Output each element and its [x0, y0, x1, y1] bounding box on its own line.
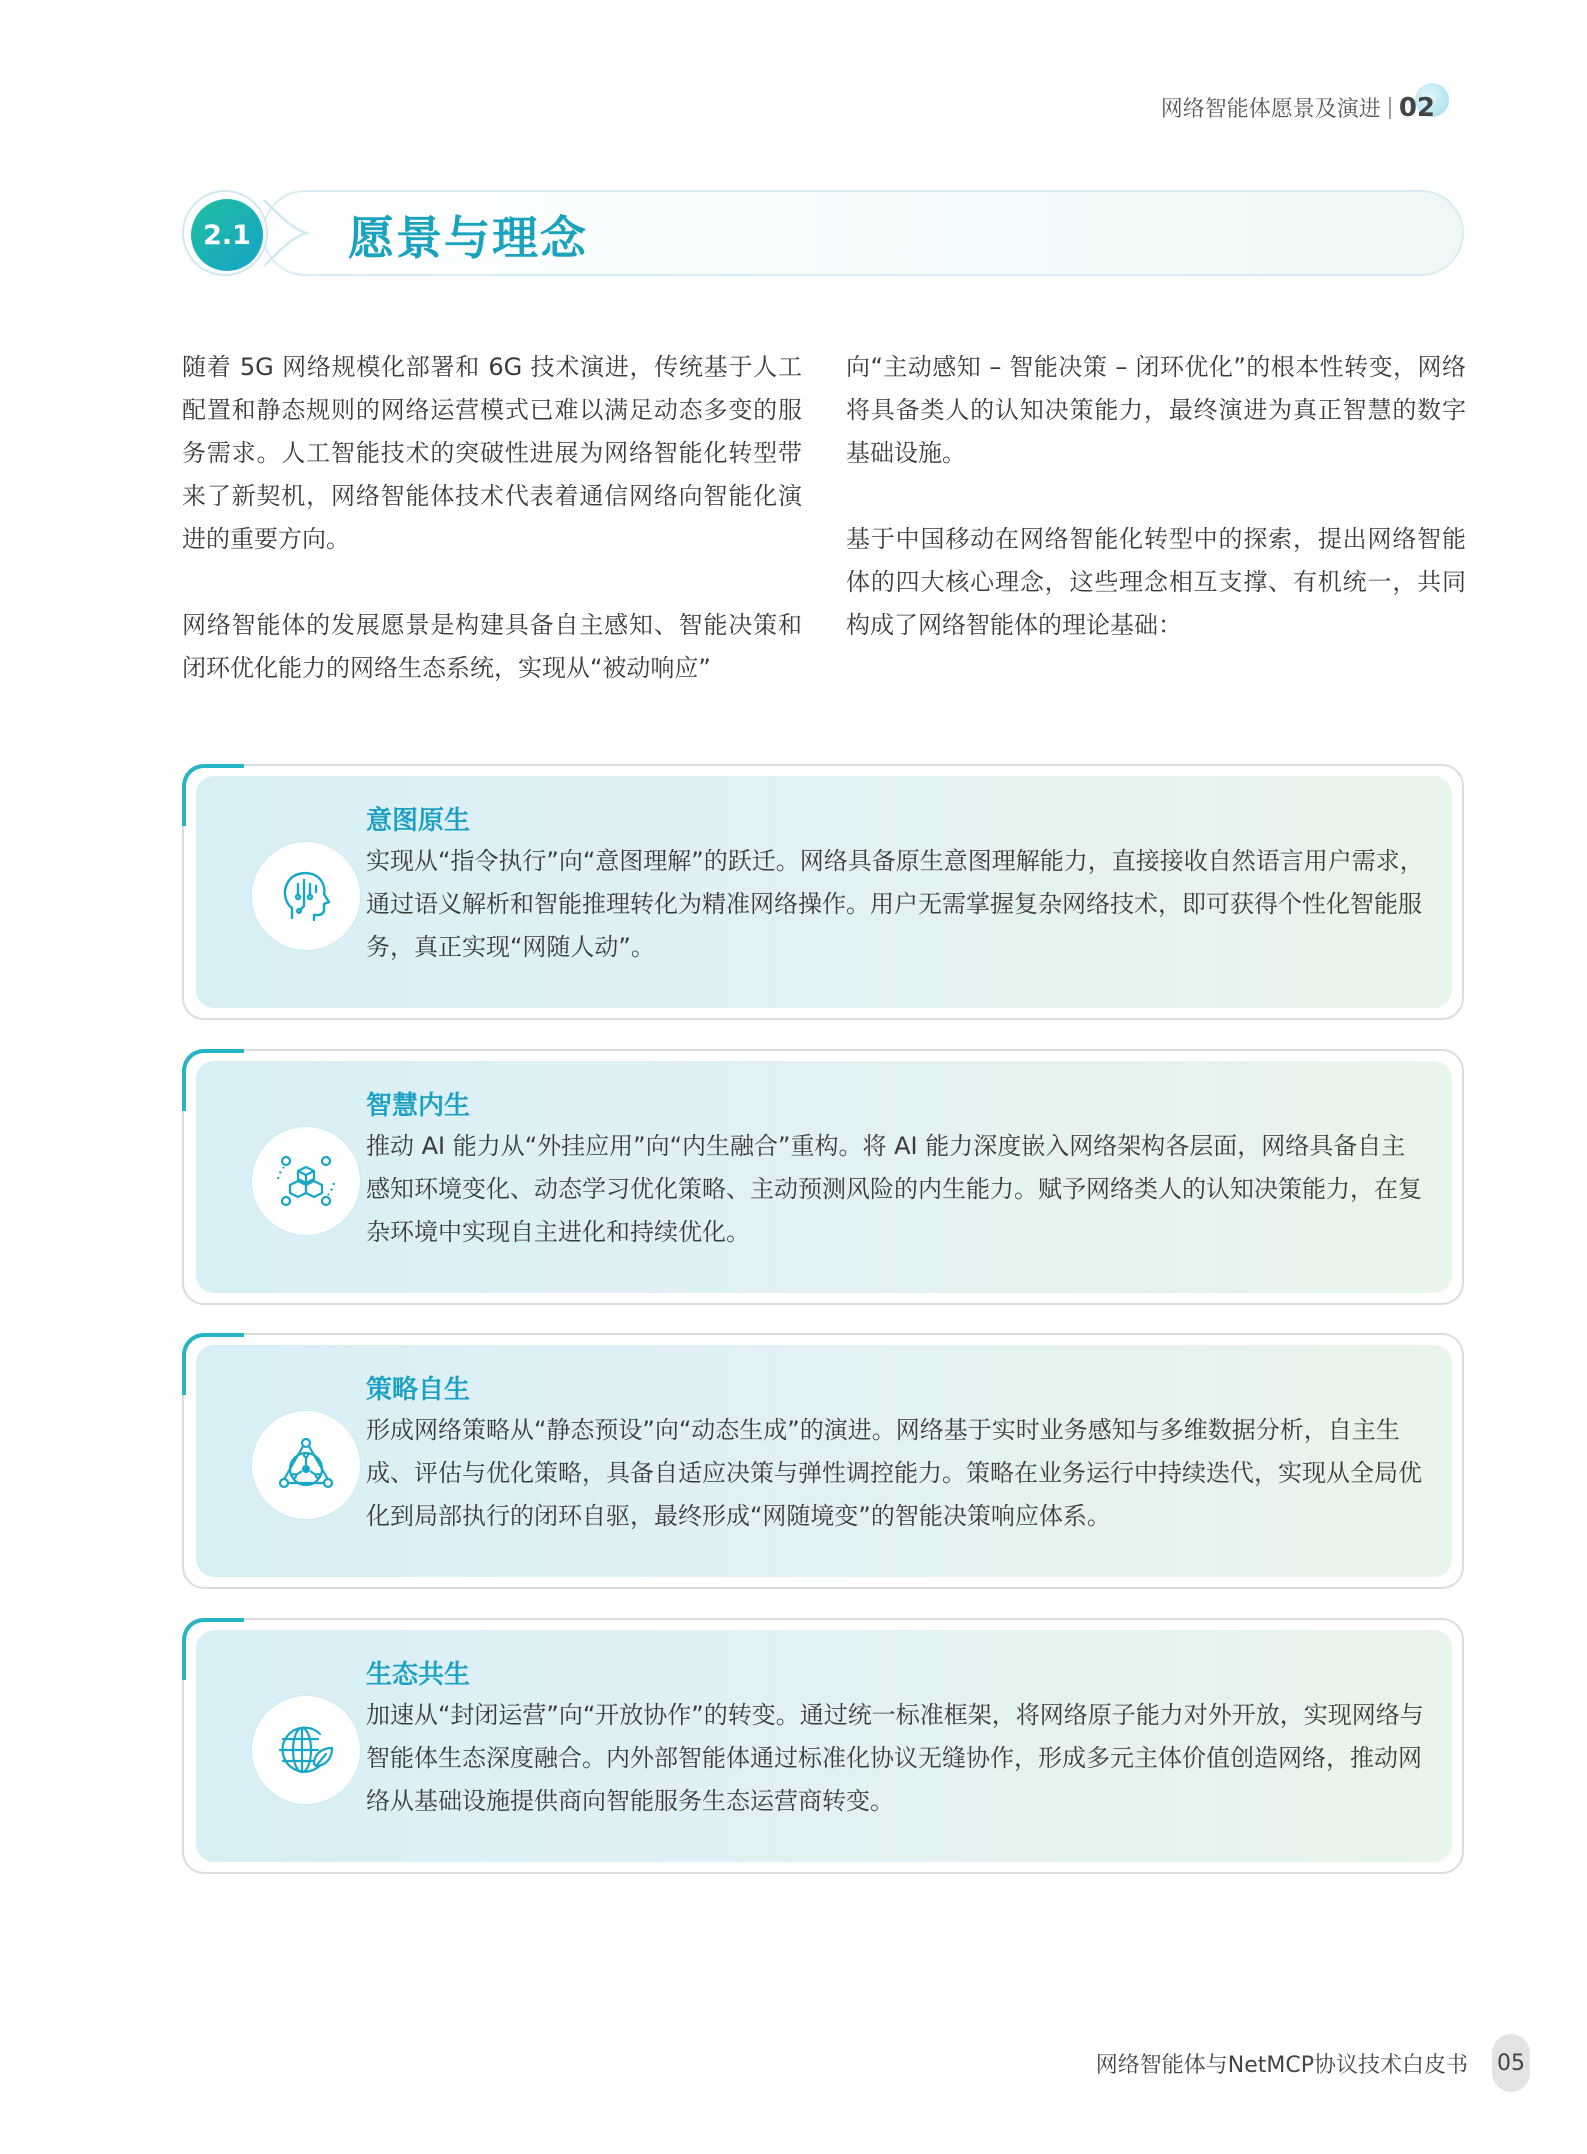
chapter-number: 02 [1398, 92, 1435, 123]
page-number: 05 [1492, 2034, 1530, 2092]
concept-title: 意图原生 [366, 806, 471, 836]
chevron-arrow-icon [262, 198, 322, 268]
globe-leaf-icon [274, 1718, 338, 1782]
card-accent-corner [182, 1618, 244, 1680]
card-accent-corner [182, 764, 244, 826]
card-accent-corner [182, 1049, 244, 1111]
concept-card-intelligence-embedded [182, 1049, 1464, 1305]
section-title: 愿景与理念 [348, 211, 588, 265]
intro-left-column [182, 346, 802, 690]
intro-paragraph: 网络智能体的发展愿景是构建具备自主感知、智能决策和闭环优化能力的网络生态系统，实现从“被动响应” [182, 611, 802, 682]
header-separator [1389, 97, 1391, 119]
card-icon-circle [252, 1696, 360, 1804]
concept-card-strategy-self-generated [182, 1333, 1464, 1589]
card-icon-circle [252, 1127, 360, 1235]
book-title: 网络智能体与NetMCP协议技术白皮书 [1095, 2052, 1468, 2078]
section-badge-ring [182, 190, 268, 276]
section-number-badge: 2.1 [191, 199, 263, 271]
concept-title: 策略自生 [366, 1375, 471, 1405]
card-icon-circle [252, 1411, 360, 1519]
concept-card-ecosystem-symbiosis [182, 1618, 1464, 1874]
intro-paragraph: 基于中国移动在网络智能化转型中的探索，提出网络智能体的四大核心理念，这些理念相互支撑、有机统一，共同构成了网络智能体的理论基础： [846, 525, 1466, 639]
concept-body: 推动 AI 能力从“外挂应用”向“内生融合”重构。将 AI 能力深度嵌入网络架构各层面，网络具备自主感知环境变化、动态学习优化策略、主动预测风险的内生能力。赋予网络类人的认知决策能力，在复杂环境中实现自主进化和持续优化。 [366, 1132, 1422, 1246]
chapter-number-wrap [1399, 93, 1435, 123]
page-footer [1096, 2034, 1530, 2092]
intro-right-column [846, 346, 1466, 647]
card-accent-corner [182, 1333, 244, 1395]
section-banner [182, 190, 1464, 276]
concept-body: 实现从“指令执行”向“意图理解”的跃迁。网络具备原生意图理解能力，直接接收自然语言用户需求，通过语义解析和智能推理转化为精准网络操作。用户无需掌握复杂网络技术，即可获得个性化智能服务，真正实现“网随人动”。 [366, 847, 1424, 961]
card-icon-circle [252, 842, 360, 950]
ai-head-icon [274, 864, 338, 928]
concept-title: 生态共生 [366, 1660, 471, 1690]
intro-paragraph: 随着 5G 网络规模化部署和 6G 技术演进，传统基于人工配置和静态规则的网络运营模式已难以满足动态多变的服务需求。人工智能技术的突破性进展为网络智能化转型带来了新契机，网络智能体技术代表着通信网络向智能化演进的重要方向。 [182, 353, 802, 553]
concept-body: 形成网络策略从“静态预设”向“动态生成”的演进。网络基于实时业务感知与多维数据分析，自主生成、评估与优化策略，具备自适应决策与弹性调控能力。策略在业务运行中持续迭代，实现从全局优化到局部执行的闭环自驱，最终形成“网随境变”的智能决策响应体系。 [366, 1416, 1422, 1530]
strategy-network-icon [274, 1433, 338, 1497]
concept-body: 加速从“封闭运营”向“开放协作”的转变。通过统一标准框架，将网络原子能力对外开放，实现网络与智能体生态深度融合。内外部智能体通过标准化协议无缝协作，形成多元主体价值创造网络，推动网络从基础设施提供商向智能服务生态运营商转变。 [366, 1701, 1424, 1815]
chapter-title: 网络智能体愿景及演进 [1160, 97, 1381, 122]
intro-paragraph: 向“主动感知 – 智能决策 – 闭环优化”的根本性转变，网络将具备类人的认知决策能力，最终演进为真正智慧的数字基础设施。 [846, 353, 1466, 467]
embedded-cubes-icon [274, 1149, 338, 1213]
running-header [1161, 92, 1435, 123]
concept-card-intent-native [182, 764, 1464, 1020]
concept-title: 智慧内生 [366, 1091, 471, 1121]
